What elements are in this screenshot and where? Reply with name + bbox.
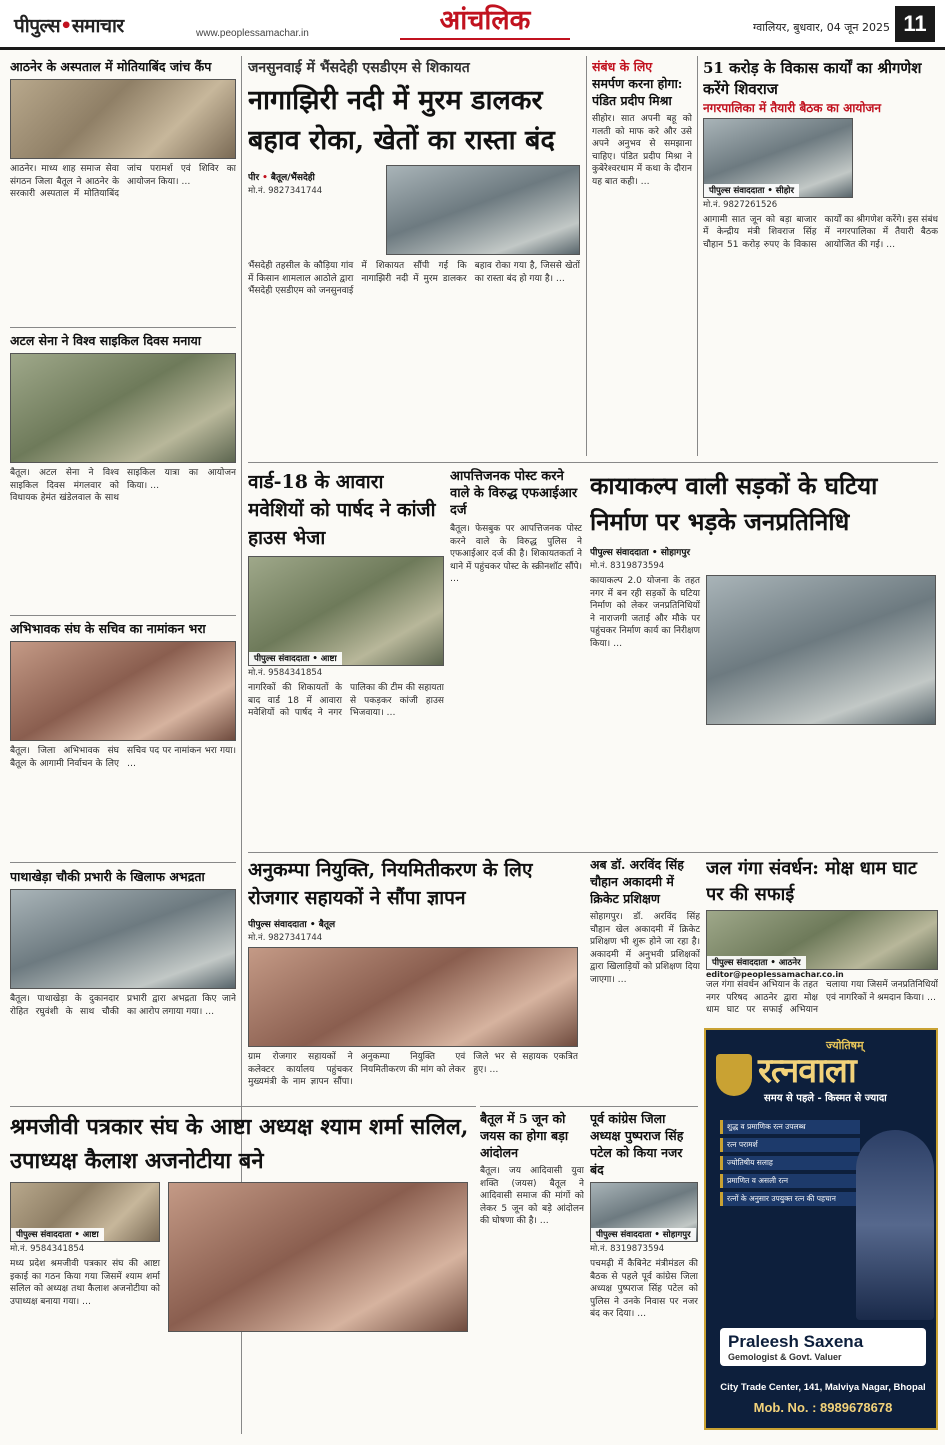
article-cataract-camp [10,58,236,324]
reporter-mobile: मो.नं. 8319873594 [590,561,665,571]
article-body: कायाकल्प 2.0 योजना के तहत नगर में बन रही सड़कों के घटिया निर्माण को लेकर जनप्रतिनिधियों ने नाराजगी जताई और मौके पर पहुंचकर निर्माण कार्य का निरीक्षण किया। … [590,576,700,649]
article-headline[interactable]: वार्ड-18 के आवारा मवेशियों को पार्षद ने कांजी हाउस भेजा [248,471,436,549]
byline: पीर • बैतूल/भैंसदेही [248,173,315,183]
column-rule [697,56,698,456]
article-body: आगामी सात जून को बड़ा बाजार में केन्द्रीय मंत्री शिवराज सिंह चौहान 51 करोड़ रुपए के विकास कार्यों का श्रीगणेश करेंगे। इस संबंध में नगरपालिका में तैयारी बैठक आयोजित की गई। … [703,214,938,250]
ad-title: Gemologist & Govt. Valuer [728,1352,842,1362]
article-headline[interactable]: बैतूल में 5 जून को जयस का होगा बड़ा आंदोलन [480,1111,569,1160]
article-body: आठनेर। माध्य शाह समाज सेवा संगठन जिला बैतूल ने आठनेर के सरकारी अस्पताल में मोतियाबिंद जांच परामर्श एवं शिविर का आयोजन किया। … [10,164,236,199]
article-body: भैंसदेही तहसील के कौड़िया गांव में किसान शामलाल आठोले द्वारा भैंसदेही एसडीएम को जनसुनवाई में शिकायत सौंपी गई कि नागाझिरी नदी में मुरम डालकर बहाव रोका गया है, जिससे खेतों का रास्ता बंद हो गया है। … [248,261,580,296]
website-url[interactable]: www.peoplessamachar.in [196,28,309,39]
reporter-mobile: मो.नं. 9584341854 [10,1244,85,1254]
article-body: बैतूल। जय आदिवासी युवा शक्ति (जयस) बैतूल ने आदिवासी समाज की मांगों को लेकर 5 जून को बड़े आंदोलन की घोषणा की है। … [480,1166,584,1226]
article-divider [10,1106,476,1107]
article-headline[interactable]: जल गंगा संवर्धन: मोक्ष धाम घाट पर की सफाई [706,858,917,905]
reporter-mobile: मो.नं. 9827341744 [248,933,323,943]
masthead[interactable]: पीपुल्स•समाचार [14,15,124,37]
ad-tagline: समय से पहले - किस्मत से ज्यादा [764,1093,887,1104]
article-body: मध्य प्रदेश श्रमजीवी पत्रकार संघ की आष्टा इकाई का गठन किया गया जिसमें श्याम शर्मा सलिल को अध्यक्ष तथा कैलाश अजनोटीया को उपाध्यक्ष बनाया गया। … [10,1259,160,1307]
article-headline[interactable]: अब डॉ. अरविंद सिंह चौहान अकादमी में क्रिकेट प्रशिक्षण [590,857,684,906]
photo-caption: पीपुल्स संवाददाता • आठनेर [707,956,806,969]
byline: पीपुल्स संवाददाता • सोहागपुर [590,548,691,558]
article-anukampa [248,856,578,1106]
reporter-mobile: मो.नं. 9584341854 [248,668,323,678]
article-headline[interactable]: अनुकम्पा नियुक्ति, नियमितीकरण के लिए रोजगार सहायकों ने सौंपा ज्ञापन [248,859,533,909]
photo-caption: पीपुल्स संवाददाता • सीहोर [704,184,799,197]
article-body: नागरिकों की शिकायतों के बाद वार्ड 18 में आवारा मवेशियों को पार्षद ने नगर पालिका की टीम की सहायता से पकड़कर कांजी हाउस भिजवाया। … [248,683,444,718]
article-photo [10,889,236,989]
article-divider [10,862,236,863]
article-kicker: जनसुनवाई में भैंसदेही एसडीएम से शिकायत [248,60,470,76]
page-header [0,0,945,50]
article-ward18 [248,468,444,848]
article-headline[interactable]: अभिभावक संघ के सचिव का नामांकन भरा [10,621,206,636]
reporter-mobile: मो.नं. 9827341744 [248,186,323,196]
article-photo [168,1182,468,1332]
reporter-mobile: मो.नं. 8319873594 [590,1244,665,1254]
article-body: बैतूल। अटल सेना ने विश्व साइकिल दिवस मंगलवार को विधायक हेमंत खंडेलवाल के साथ साइकिल यात्रा का आयोजन किया। … [10,468,236,503]
article-kayakalp [590,468,938,848]
photo-caption: पीपुल्स संवाददाता • आष्टा [11,1228,104,1241]
article-photo [10,1182,160,1242]
article-sambandh [592,58,692,456]
byline: पीपुल्स संवाददाता • बैतूल [248,920,336,930]
ad-service-item: प्रमाणित व असली रत्न [720,1174,860,1188]
article-cycle-day [10,332,236,612]
article-photo [386,165,580,255]
article-pathakheda [10,868,236,1108]
ad-service-item: रत्न परामर्श [720,1138,860,1152]
article-headline[interactable]: नागाझिरी नदी में मुरम डालकर बहाव रोका, खेतों का रास्ता बंद [248,85,555,156]
article-body: पचमढ़ी में कैबिनेट मंत्रीमंडल की बैठक से पहले पूर्व कांग्रेस जिला अध्यक्ष पुष्पराज सिंह पटेल को पुलिस ने उनके निवास पर नजर बंद कर दिया। … [590,1259,698,1319]
article-headline[interactable]: कायाकल्प वाली सड़कों के घटिया निर्माण पर भड़के जनप्रतिनिधि [590,471,878,536]
ad-logo-badge [716,1054,752,1096]
article-headline[interactable]: पाथाखेड़ा चौकी प्रभारी के खिलाफ अभद्रता [10,869,205,884]
article-photo [10,353,236,463]
photo-caption: पीपुल्स संवाददाता • आष्टा [249,652,342,665]
ad-service-item: ज्योतिषीय सलाह [720,1156,860,1170]
article-headline[interactable]: समर्पण करना होगा: पंडित प्रदीप मिश्रा [592,76,683,108]
article-pushpraj [590,1110,698,1435]
photo-caption: पीपुल्स संवाददाता • सोहागपुर [591,1228,696,1241]
section-title: आंचलिक [400,4,570,40]
article-photo [10,79,236,159]
article-photo [248,556,444,666]
article-cricket [590,856,700,1106]
article-meta [10,1182,160,1332]
article-headline[interactable]: अटल सेना ने विश्व साइकिल दिवस मनाया [10,333,201,348]
ad-brand: रत्नवाला [758,1051,856,1091]
article-photo [703,118,853,198]
article-body: सोहागपुर। डॉ. अरविंद सिंह चौहान खेल अकादमी में क्रिकेट प्रशिक्षण भी शुरू होने जा रहा है। अकादमी में अनुभवी प्रशिक्षकों द्वारा खिलाड़ियों को प्रशिक्षण दिया जाएगा। … [590,912,700,985]
ad-name: Praleesh Saxena [728,1332,864,1351]
article-photo [10,641,236,741]
article-photo [248,947,578,1047]
ad-address: City Trade Center, 141, Malviya Nagar, Bhopal [720,1382,926,1393]
ad-service-item: शुद्ध व प्रमाणिक रत्न उपलब्ध [720,1120,860,1134]
article-shivraj [703,58,938,456]
article-body: सीहोर। सात अपनी बहू को गलती को माफ करे और उसे अपने अनुभव से समझाना चाहिए। पंडित प्रदीप मिश्रा ने कुबेरेश्वरधाम में कथा के दौरान यह बात कही। … [592,114,692,187]
article-divider [10,615,236,616]
article-photo [706,910,938,970]
editor-email[interactable]: editor@peoplessamachar.co.in [706,970,844,979]
article-headline[interactable]: आठनेर के अस्पताल में मोतियाबिंद जांच कैंप [10,59,212,74]
column-rule [586,56,587,456]
advertisement-ratnawala[interactable] [704,1028,938,1430]
ad-person-photo [856,1130,934,1320]
article-body: ग्राम रोजगार सहायकों ने कलेक्टर कार्यालय पहुंचकर मुख्यमंत्री के नाम ज्ञापन सौंपा। अनुकम्पा नियुक्ति एवं नियमितीकरण की मांग को लेकर जिले भर से सहायक एकत्रित हुए। … [248,1052,578,1087]
article-photo [590,1182,698,1242]
article-objectionable-post [450,468,582,848]
page-number: 11 [895,6,935,42]
article-divider [248,852,938,853]
article-headline[interactable]: आपत्तिजनक पोस्ट करने वाले के विरुद्ध एफआईआर दर्ज [450,469,578,518]
article-body: जल गंगा संवर्धन अभियान के तहत नगर परिषद आठनेर द्वारा मोक्ष धाम घाट पर सफाई अभियान चलाया गया जिसमें जनप्रतिनिधियों एवं नागरिकों ने श्रमदान किया। … [706,980,938,1015]
ad-top-line: ज्योतिषम् [826,1039,864,1052]
article-subhead: नगरपालिका में तैयारी बैठक का आयोजन [703,101,882,115]
article-headline[interactable]: 51 करोड़ के विकास कार्यों का श्रीगणेश करेंगे शिवराज [703,59,922,98]
ad-service-item: रत्नों के अनुसार उपयुक्त रत्न की पहचान [720,1192,860,1206]
article-guardian-union [10,620,236,860]
dateline: ग्वालियर, बुधवार, 04 जून 2025 [753,21,890,34]
article-body: बैतूल। फेसबुक पर आपत्तिजनक पोस्ट करने वाले के विरुद्ध पुलिस ने एफआईआर दर्ज की है। शिकायतकर्ता ने थाने में पहुंचकर पोस्ट के स्क्रीनशॉट सौंपे। … [450,524,582,584]
article-journalist-union [10,1110,476,1435]
article-june5-protest [480,1110,584,1435]
article-body: बैतूल। जिला अभिभावक संघ बैतूल के आगामी निर्वाचन के लिए सचिव पद पर नामांकन भरा गया। … [10,746,236,769]
ad-name-card [720,1328,926,1366]
article-headline[interactable]: श्रमजीवी पत्रकार संघ के आष्टा अध्यक्ष श्याम शर्मा सलिल, उपाध्यक्ष कैलाश अजनोटीया बने [10,1114,469,1174]
article-jansunwai [248,58,580,456]
article-headline[interactable]: पूर्व कांग्रेस जिला अध्यक्ष पुष्पराज सिंह पटेल को किया नजर बंद [590,1111,684,1177]
article-body: बैतूल। पाथाखेड़ा के दुकानदार रोहित रघुवंशी के साथ चौकी प्रभारी द्वारा अभद्रता किए जाने का आरोप लगाया गया। … [10,994,236,1017]
article-photo [706,575,936,725]
article-divider [480,1106,698,1107]
article-kicker: संबंध के लिए [592,59,653,74]
reporter-mobile: मो.नं. 9827261526 [703,199,778,210]
article-divider [10,327,236,328]
article-meta [248,165,378,255]
article-jal-ganga [706,856,938,1024]
ad-services [720,1120,860,1210]
ad-mobile[interactable]: Mob. No. : 8989678678 [753,1400,893,1415]
article-divider [248,462,938,463]
